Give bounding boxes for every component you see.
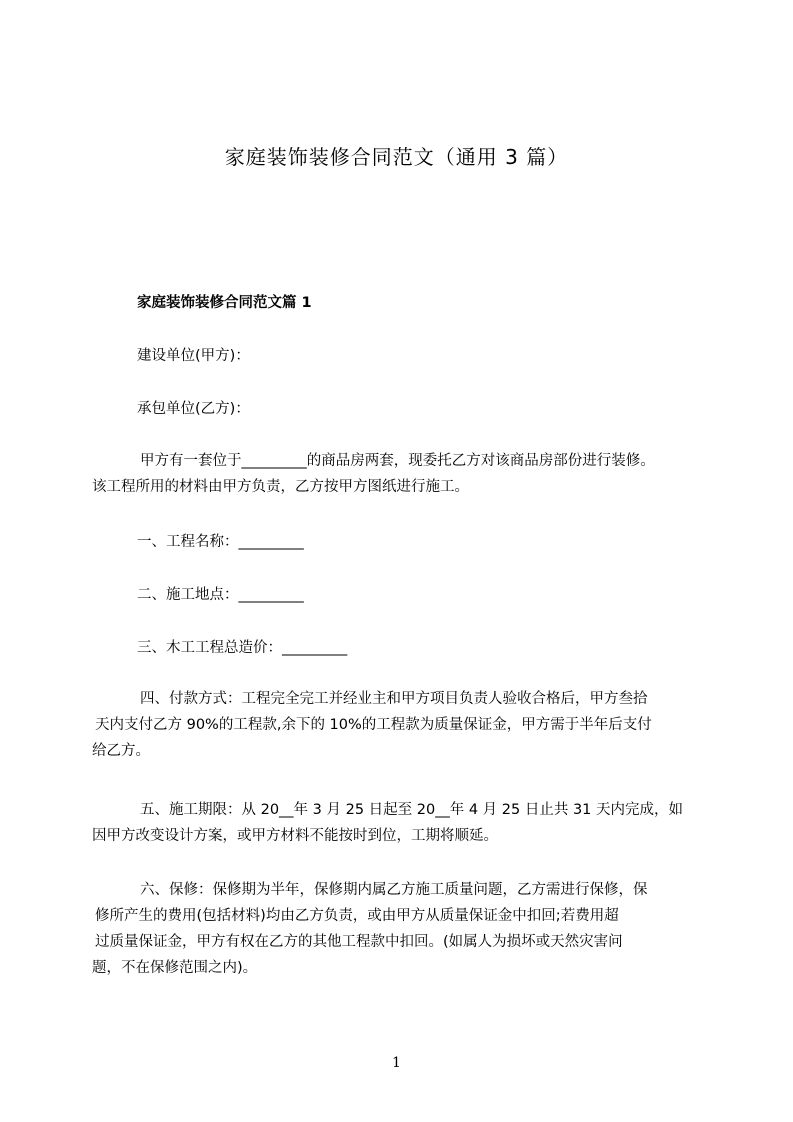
payment-line-3: 给乙方。 [92,743,150,759]
party-b-label: 承包单位(乙方)： [137,401,250,417]
warranty-line-3: 过质量保证金，甲方有权在乙方的其他工程款中扣回。(如属人为损坏或天然灾害问 [95,934,623,950]
warranty-line-2: 修所产生的费用(包括材料)均由乙方负责，或由甲方从质量保证金中扣回;若费用超 [95,908,619,924]
intro-paragraph [92,448,698,500]
intro-line-2: 该工程所用的材料由甲方负责，乙方按甲方图纸进行施工。 [92,479,469,495]
payment-line-1: 四、付款方式：工程完全完工并经业主和甲方项目负责人验收合格后，甲方叁拾 [140,691,648,707]
item-total-cost: 三、木工工程总造价：_________ [137,640,348,656]
schedule-line-2: 因甲方改变设计方案，或甲方材料不能按时到位，工期将顺延。 [92,828,498,844]
schedule-paragraph [92,797,698,849]
payment-paragraph [92,686,698,764]
warranty-line-4: 题，不在保修范围之内)。 [92,960,258,976]
warranty-line-1: 六、保修：保修期为半年，保修期内属乙方施工质量问题，乙方需进行保修，保 [140,882,648,898]
document-title: 家庭装饰装修合同范文（通用 3 篇） [224,145,569,169]
payment-line-2: 天内支付乙方 90%的工程款,余下的 10%的工程款为质量保证金，甲方需于半年后支付 [95,717,652,733]
intro-line-1: 甲方有一套位于_________的商品房两套，现委托乙方对该商品房部份进行装修。 [140,453,655,469]
party-a-label: 建设单位(甲方)： [137,348,250,364]
item-construction-site: 二、施工地点：_________ [137,587,304,603]
section-heading: 家庭装饰装修合同范文篇 1 [137,295,312,311]
item-project-name: 一、工程名称：_________ [137,534,304,550]
page-number: 1 [392,1055,401,1071]
schedule-line-1: 五、施工期限：从 20__年 3 月 25 日起至 20__年 4 月 25 日止共 31 天内完成，如 [140,802,684,818]
warranty-paragraph [92,877,698,981]
